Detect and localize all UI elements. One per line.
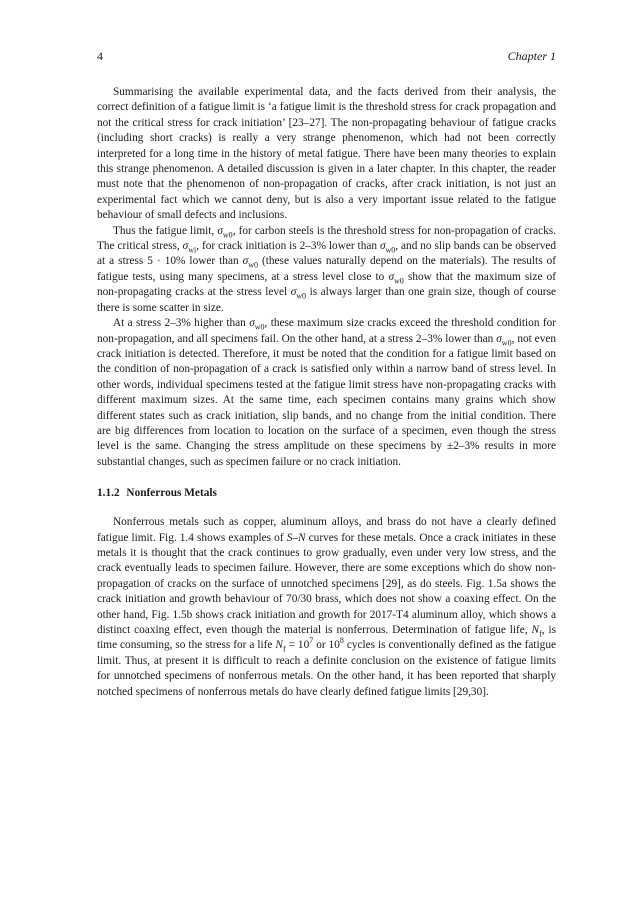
section-heading: [97, 486, 556, 501]
section-number: 1.1.2: [97, 487, 120, 500]
section-title: Nonferrous Metals: [126, 487, 217, 500]
paragraph-3: At a stress 2–3% higher than $\sigma_{w0}$, these maximum size cracks exceed the threshold condition for non-propagation, and all specimens fail. On the other hand, at a stress 2–3% lower than $\sigma_{w0}$, not even crack initiation is detected. Therefore, it must be noted that the condition for a fatigue limit based on the condition of non-propagation of a crack is satisfied only within a narrow band of stress level. In other words, individual specimens tested at the fatigue limit stress have non-propagating cracks with different maximum sizes. At the same time, each specimen contains many grains which show different states such as crack initiation, slip bands, and no change from the initial condition. There are big differences from location to location on the surface of a specimen, even though the stress level is the same. Changing the stress amplitude on these specimens by ±2–3% results in more substantial changes, such as specimen failure or no crack initiation.: [97, 317, 557, 468]
paragraph-4: Nonferrous metals such as copper, aluminum alloys, and brass do not have a clearly defined fatigue limit. Fig. 1.4 shows examples of S–N curves for these metals. Once a crack initiates in these metals it is thought that the crack continues to grow gradually, even under very low stress, and the crack eventually leads to specimen failure. However, there are some exceptions which do show non-propagation of cracks on the surface of unnotched specimens [29], as do steels. Fig. 1.5a shows the crack initiation and growth behaviour of 70/30 brass, which does not show a coaxing effect. On the other hand, Fig. 1.5b shows crack initiation and growth for 2017-T4 aluminum alloy, which shows a distinct coaxing effect, even though the material is nonferrous. Determination of fatigue life, $N_f$, is time consuming, so the stress for a life $N_f = 10^7$ or $10^8$ cycles is conventionally defined as the fatigue limit. Thus, at present it is difficult to reach a definite conclusion on the existence of fatigue limits for unnotched specimens of nonferrous metals. On the other hand, it has been reported that sharply notched specimens of nonferrous metals do have clearly defined fatigue limits [29,30].: [97, 516, 556, 698]
paragraph-1: Summarising the available experimental data, and the facts derived from their analysis, the correct definition of a fatigue limit is ‘a fatigue limit is the threshold stress for crack propagation and not the critical stress for crack initiation’ [23–27]. The non-propagating behaviour of fatigue cracks (including short cracks) is really a very strange phenomenon, which had not been correctly interpreted for a long time in the history of metal fatigue. There have been many theories to explain this strange phenomenon. A detailed discussion is given in a later chapter. In this chapter, the reader must note that the phenomenon of non-propagation of cracks, after crack initiation, is not just an experimental fact which we cannot deny, but is also a very important issue related to the fatigue behaviour of small defects and inclusions.: [97, 86, 556, 222]
chapter-label: Chapter 1: [507, 49, 556, 63]
running-header: [97, 49, 556, 63]
paragraph-2: Thus the fatigue limit, $\sigma_{w0}$, for carbon steels is the threshold stress for non-propagation of cracks. The critical stress, $\sigma_{wi}$, for crack initiation is 2–3% lower than $\sigma_{w0}$, and no slip bands can be observed at a stress 5 · 10% lower than $\sigma_{w0}$ (these values naturally depend on the materials). The results of fatigue tests, using many specimens, at a stress level close to $\sigma_{w0}$ show that the maximum size of non-propagating cracks at the stress level $\sigma_{w0}$ is always larger than one grain size, though of course there is some scatter in size.: [97, 224, 557, 314]
body-text: [97, 85, 556, 700]
page-number: 4: [97, 49, 103, 63]
